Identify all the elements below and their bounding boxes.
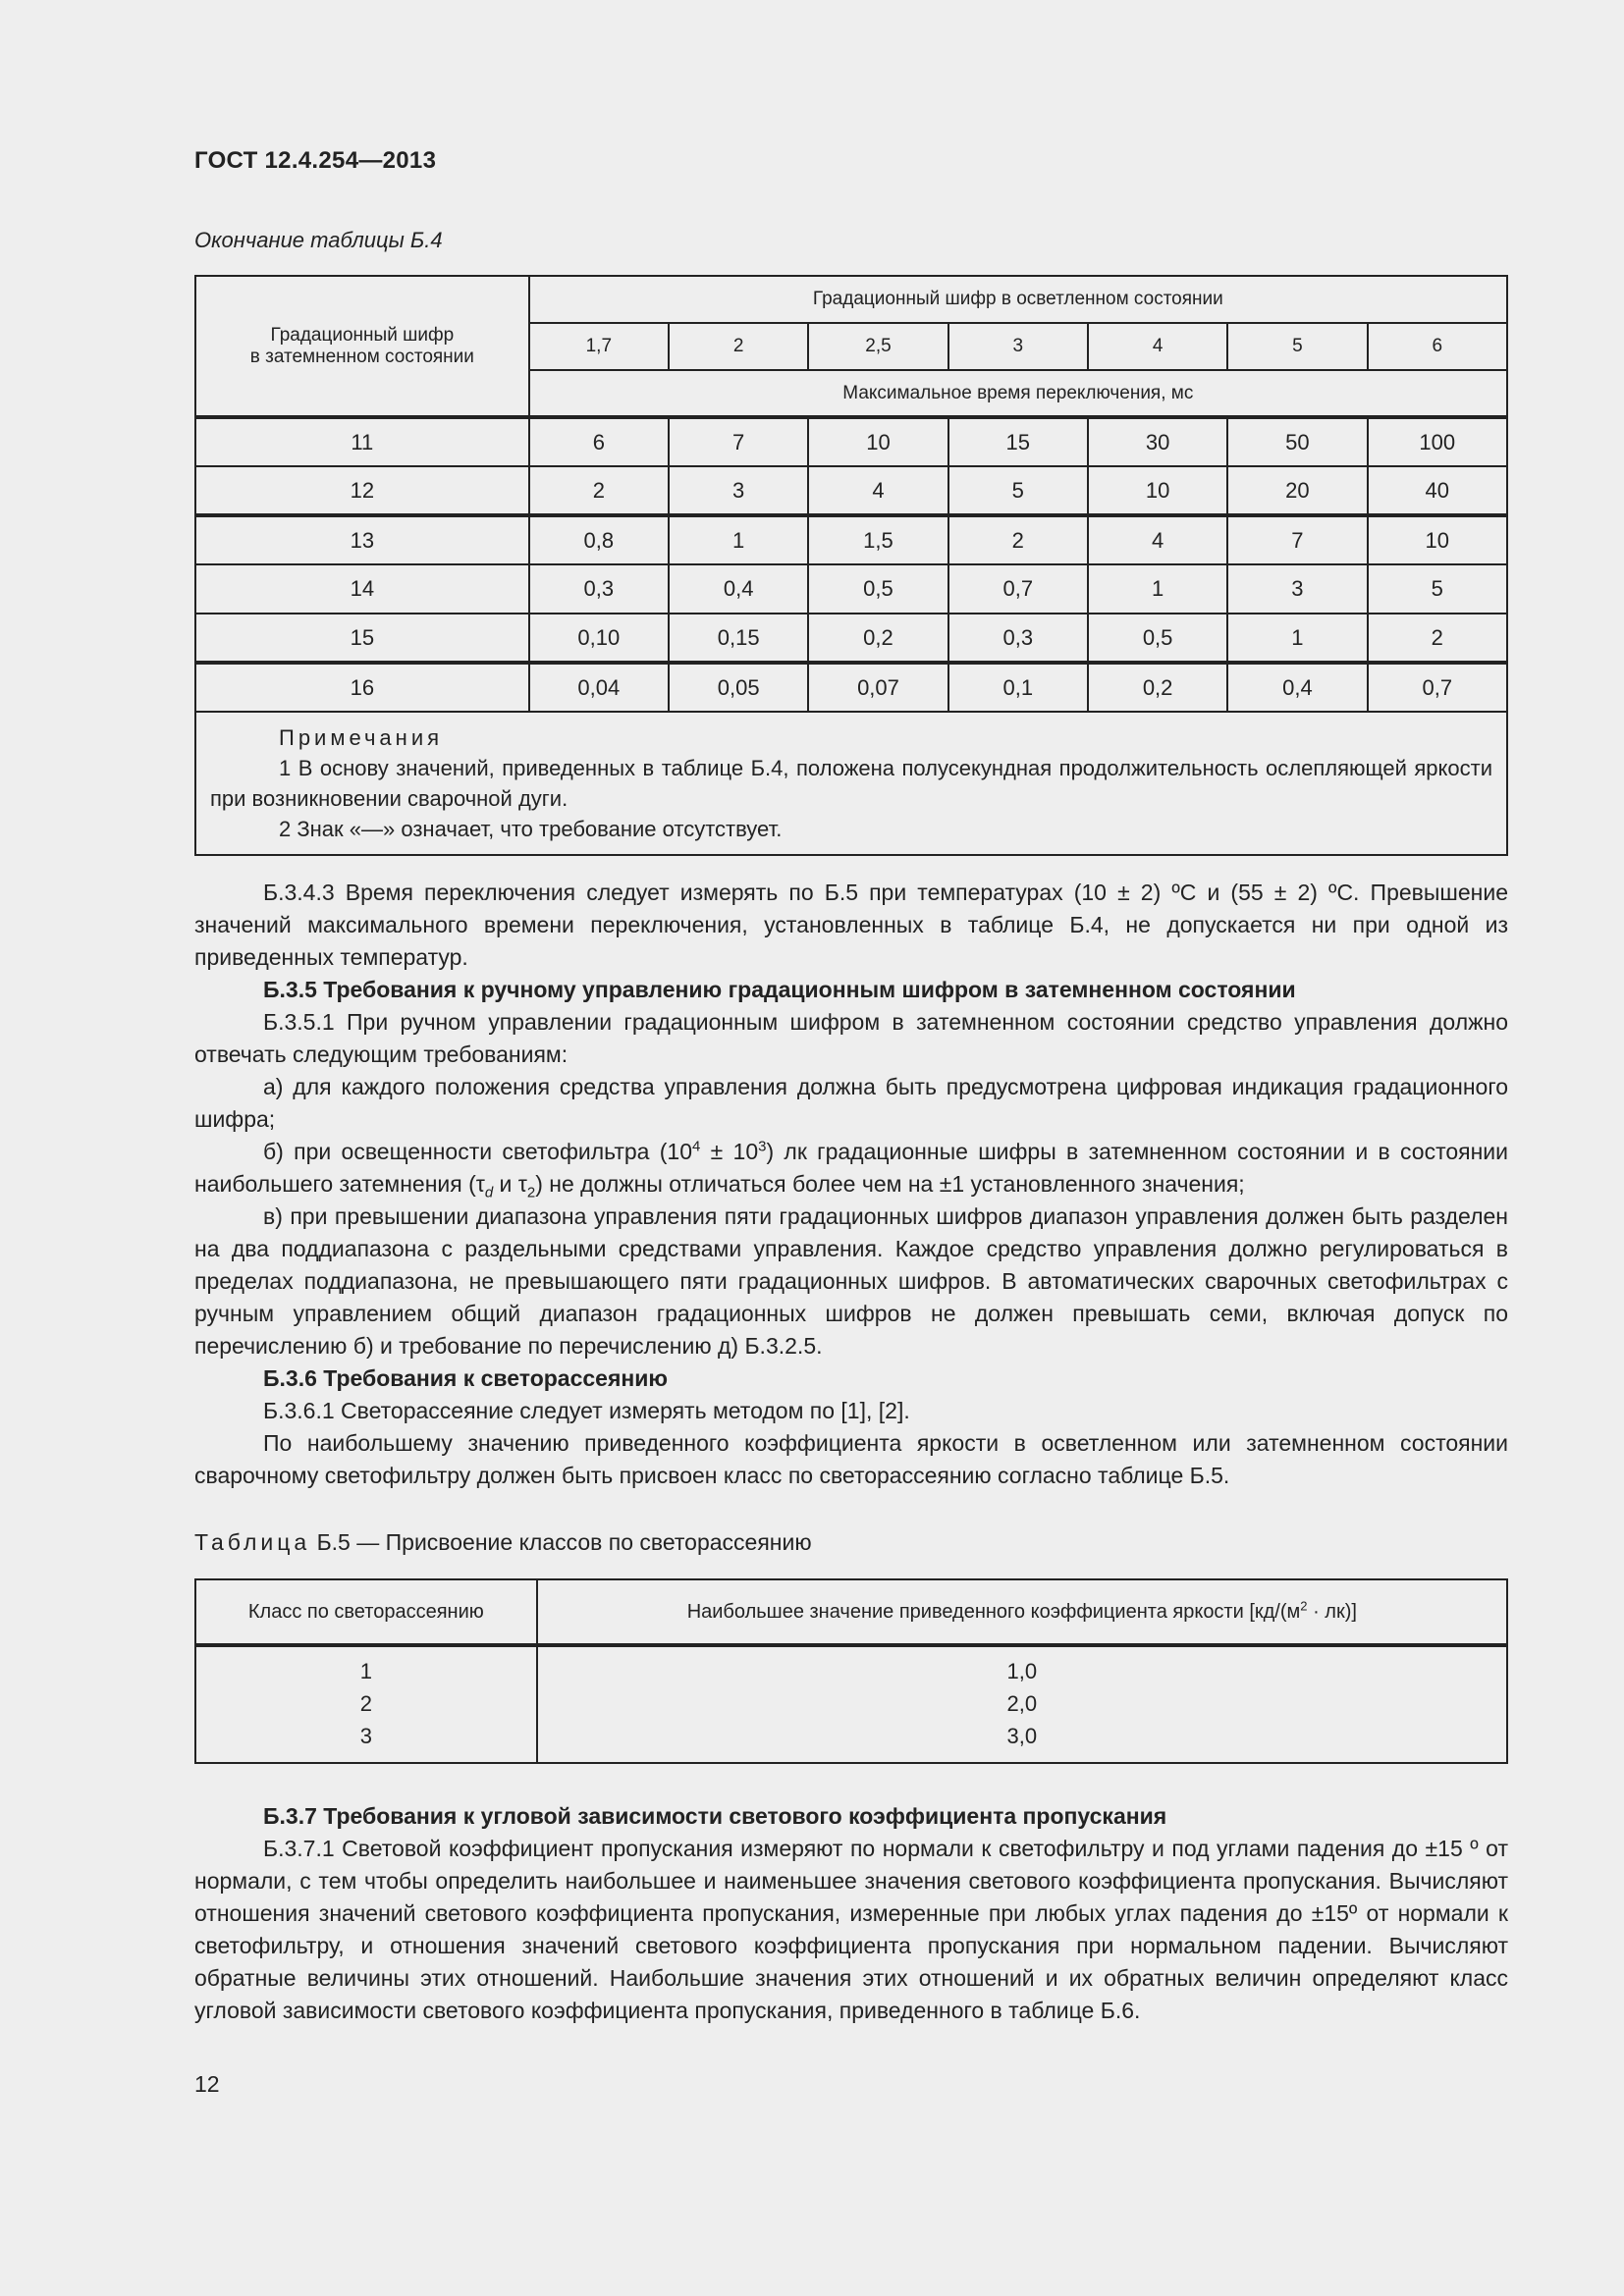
header-text: · лк)] [1307,1600,1357,1623]
shade-cell: 16 [195,663,529,712]
value-cell: 0,10 [529,614,669,663]
value-cell: 20 [1227,466,1367,515]
value-cell: 0,04 [529,663,669,712]
superscript: 2 [1300,1597,1308,1613]
paragraph-b351: Б.3.5.1 При ручном управлении градационным шифром в затемненном состоянии средство управления должно отвечать следующим требованиям: [194,1009,1508,1067]
coefficient-value: 1,0 [1006,1659,1038,1683]
value-cell: 7 [1227,515,1367,564]
paragraph-b361: Б.3.6.1 Светорассеяние следует измерять методом по [1], [2]. [263,1398,910,1423]
value-cell: 0,07 [808,663,947,712]
switching-time-header: Максимальное время переключения, мс [529,370,1507,417]
value-cell: 0,7 [1368,663,1507,712]
list-item-v: в) при превышении диапазона управления пяти градационных шифров диапазон управления должен быть разделен на два поддиапазона с раздельными средствами управления. Каждое средство управления должно регулироваться в пределах поддиапазона, не превышающего пяти градационных шифров. В автоматических сварочных светофильтрах с ручным управлением общий диапазон градационных шифров не должен превышать семи, включая допуск по перечислению б) и требование по перечислению д) Б.3.2.5. [194,1203,1508,1359]
value-cell: 4 [1088,515,1227,564]
table-row [195,417,1507,466]
coefficient-value: 2,0 [1006,1691,1038,1716]
column-header: 2 [669,323,808,370]
value-cell: 1 [669,515,808,564]
paragraph-b343: Б.3.4.3 Время переключения следует измерять по Б.5 при температурах (10 ± 2) ºС и (55 ± 2) ºС. Превышение значений максимального времени переключения, установленных в таблице Б.4, не допускается ни при одной из приведенных температур. [194,880,1508,970]
col2-header [537,1579,1507,1645]
value-cell: 0,3 [529,564,669,614]
value-cell: 0,4 [1227,663,1367,712]
column-header: 4 [1088,323,1227,370]
paragraph-b361b: По наибольшему значению приведенного коэффициента яркости в осветленном или затемненном состоянии сварочному светофильтру должен быть присвоен класс по светорассеянию согласно таблице Б.5. [194,1430,1508,1488]
value-cell: 100 [1368,417,1507,466]
value-cell: 1,5 [808,515,947,564]
table-notes [195,712,1507,855]
header-text: Наибольшее значение приведенного коэффициента яркости [кд/(м [686,1600,1301,1623]
note-2: 2 Знак «—» означает, что требование отсутствует. [279,817,783,841]
document-header: ГОСТ 12.4.254—2013 [194,147,437,174]
coefficient-value: 3,0 [1006,1724,1038,1748]
text-span: и τ [493,1171,527,1197]
row-header-line1: Градационный шифр [270,324,455,346]
table-b5-caption [194,1529,812,1556]
list-item-b [194,1136,1508,1201]
value-cell: 40 [1368,466,1507,515]
value-cell: 1 [1227,614,1367,663]
class-value: 1 [359,1659,372,1683]
value-cell: 0,7 [948,564,1088,614]
column-header: 2,5 [808,323,947,370]
table-row [195,515,1507,564]
value-cell: 7 [669,417,808,466]
value-cell: 10 [1368,515,1507,564]
value-cell: 0,5 [808,564,947,614]
subscript: d [484,1184,494,1201]
value-cell: 0,15 [669,614,808,663]
heading-b37: Б.3.7 Требования к угловой зависимости светового коэффициента пропускания [263,1803,1167,1829]
value-cell: 10 [1088,466,1227,515]
column-header: 1,7 [529,323,669,370]
paragraph-b371: Б.3.7.1 Световой коэффициент пропускания измеряют по нормали к светофильтру и под углами падения до ±15 º от нормали, с тем чтобы определить наибольшее и наименьшее значения светового коэффициента пропускания. Вычисляют отношения значений светового коэффициента пропускания, измеренные при любых углах падения до ±15º от нормали к светофильтру, и отношения значений светового коэффициента пропускания при нормальном падении. Вычисляют обратные величины этих отношений. Наибольшие значения этих отношений и их обратных величин определяют класс угловой зависимости светового коэффициента пропускания, приведенного в таблице Б.6. [194,1836,1508,2023]
class-cell [195,1645,537,1763]
note-1: 1 В основу значений, приведенных в таблице Б.4, положена полусекундная продолжительность ослепляющей яркости при возникновении сварочной дуги. [210,756,1492,811]
class-value: 2 [359,1691,372,1716]
shade-cell: 15 [195,614,529,663]
value-cell: 50 [1227,417,1367,466]
value-cell: 15 [948,417,1088,466]
table-b5 [194,1578,1508,1764]
table-b4 [194,275,1508,856]
caption-rest: Б.5 — Присвоение классов по светорассеянию [310,1529,812,1555]
value-cell: 2 [529,466,669,515]
value-cell: 0,4 [669,564,808,614]
column-header: 6 [1368,323,1507,370]
row-header-line2: в затемненном состоянии [249,346,474,367]
value-cell: 6 [529,417,669,466]
heading-b36: Б.3.6 Требования к светорассеянию [263,1365,669,1391]
value-cell: 5 [1368,564,1507,614]
shade-cell: 12 [195,466,529,515]
shade-cell: 14 [195,564,529,614]
caption-word: Таблица [194,1529,311,1555]
subscript: 2 [526,1184,536,1201]
value-cell: 4 [808,466,947,515]
column-header: 5 [1227,323,1367,370]
table-row [195,564,1507,614]
text-span: ) не должны отличаться более чем на ±1 установленного значения; [535,1171,1245,1197]
value-cell: 1 [1088,564,1227,614]
body-text-block-1 [194,877,1508,1492]
value-cell: 3 [669,466,808,515]
text-span: ) лк градационные шифры в затемненном состоянии и в состоянии наибольшего затемнения (τ [194,1139,1508,1197]
heading-b35: Б.3.5 Требования к ручному управлению градационным шифром в затемненном состоянии [263,977,1296,1002]
class-value: 3 [359,1724,372,1748]
value-cell: 0,8 [529,515,669,564]
superscript: 4 [692,1138,701,1155]
column-header: 3 [948,323,1088,370]
shade-cell: 13 [195,515,529,564]
value-cell: 0,2 [1088,663,1227,712]
list-item-a: а) для каждого положения средства управления должна быть предусмотрена цифровая индикация градационного шифра; [194,1074,1508,1132]
value-cell: 10 [808,417,947,466]
text-span: б) при освещенности светофильтра (10 [263,1139,692,1164]
page-number: 12 [194,2071,220,2097]
light-state-header: Градационный шифр в осветленном состоянии [529,276,1507,323]
value-cell: 3 [1227,564,1367,614]
table-b4-caption: Окончание таблицы Б.4 [194,228,443,252]
value-cell: 0,3 [948,614,1088,663]
table-row [195,466,1507,515]
value-cell: 30 [1088,417,1227,466]
row-header-cell [195,276,529,417]
col1-header: Класс по светорассеянию [195,1579,537,1645]
coefficient-cell [537,1645,1507,1763]
value-cell: 5 [948,466,1088,515]
superscript: 3 [758,1138,767,1155]
notes-title: Примечания [279,725,444,750]
value-cell: 2 [1368,614,1507,663]
value-cell: 0,5 [1088,614,1227,663]
shade-cell: 11 [195,417,529,466]
value-cell: 0,2 [808,614,947,663]
table-row [195,663,1507,712]
value-cell: 2 [948,515,1088,564]
body-text-block-2 [194,1800,1508,2027]
value-cell: 0,1 [948,663,1088,712]
table-row [195,614,1507,663]
value-cell: 0,05 [669,663,808,712]
text-span: ± 10 [700,1139,759,1164]
